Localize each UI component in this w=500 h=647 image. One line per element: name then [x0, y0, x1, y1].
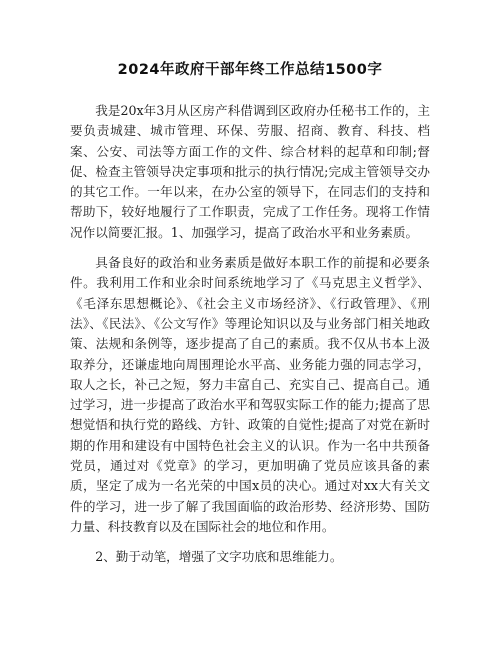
paragraph-intro: 我是20x年3月从区房产科借调到区政府办任秘书工作的，主要负责城建、城市管理、环保、劳服、招商、教育、科技、档案、公安、司法等方面工作的文件、综合材料的起草和印制;督促、检查主管领导决定事项和批示的执行情况;完成主管领导交办的其它工作。一年以来，在办公室的领导下，在同志们的支持和帮助下，较好地履行了工作职责，完成了工作任务。现将工作情况作以简要汇报。1、加强学习，提高了政治水平和业务素质。: [70, 103, 430, 240]
paragraph-writing: 2、勤于动笔，增强了文字功底和思维能力。: [95, 549, 343, 565]
paragraph-study: 具备良好的政治和业务素质是做好本职工作的前提和必要条件。我利用工作和业余时间系统地学习了《马克思主义哲学》、《毛泽东思想概论》、《社会主义市场经济》、《行政管理》、《刑法》、《民法》、《公文写作》等理论知识以及与业务部门相关地政策、法规和条例等，逐步提高了自己的素质。我不仅从书本上汲取养分，还谦虚地向周围理论水平高、业务能力强的同志学习，取人之长，补己之短，努力丰富自己、充实自己、提高自己。通过学习，进一步提高了政治水平和驾驭实际工作的能力;提高了思想觉悟和执行党的路线、方针、政策的自觉性;提高了对党在新时期的作用和建设有中国特色社会主义的认识。作为一名中共预备党员，通过对《党章》的学习，更加明确了党员应该具备的素质，坚定了成为一名光荣的中国x员的决心。通过对xx大有关文件的学习，进一步了解了我国面临的政治形势、经济形势、国防力量、科技教育以及在国际社会的地位和作用。: [70, 255, 430, 534]
document-title: 2024年政府干部年终工作总结1500字: [117, 62, 383, 78]
